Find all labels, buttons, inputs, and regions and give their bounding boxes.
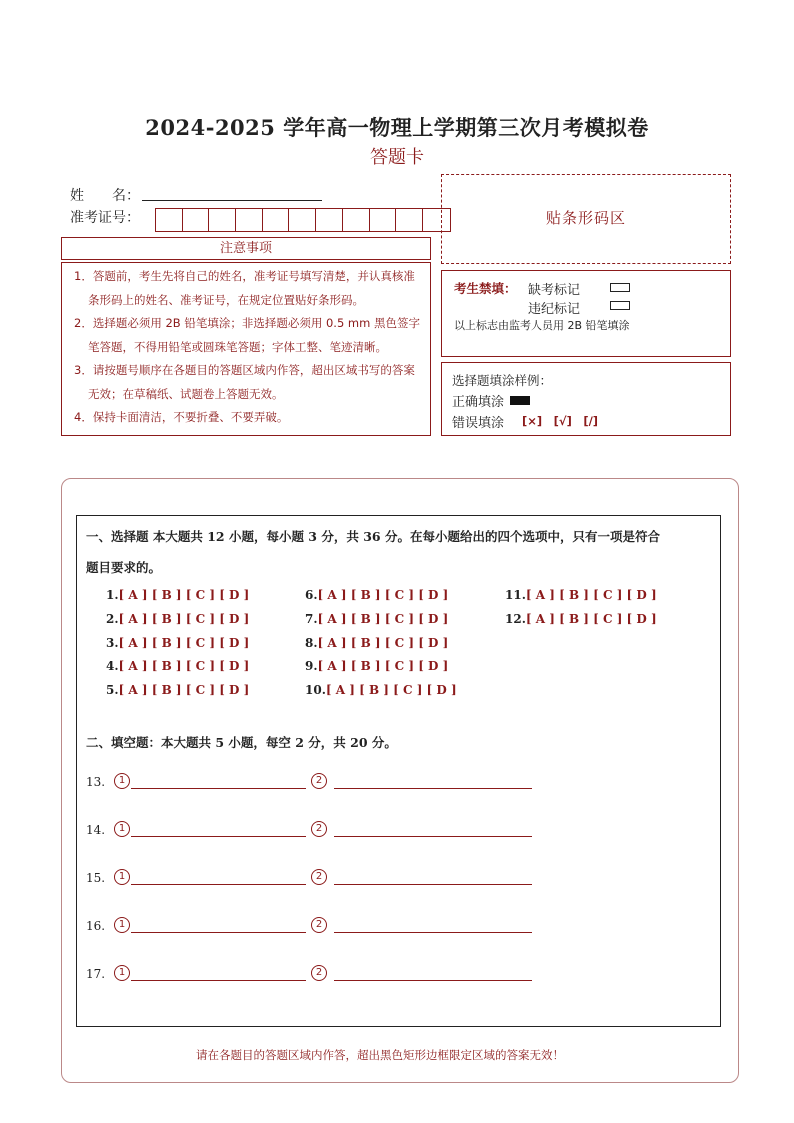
wrong-fill-label: 错误填涂 (452, 416, 505, 431)
blank2-marker: 2 (311, 821, 327, 837)
section1-title: 一、选择题 本大题共 12 小题，每小题 3 分，共 36 分。在每小题给出的四个选项中，只有一项是符合 (86, 529, 660, 544)
blank2-marker: 2 (311, 917, 327, 933)
blank2-marker: 2 (311, 869, 327, 885)
mc-question-11[interactable]: 11.[ A ] [ B ] [ C ] [ D ] (505, 588, 657, 602)
correct-fill-sample (510, 396, 530, 405)
name-label: 姓 名： (70, 188, 140, 204)
id-digit-box[interactable] (289, 209, 316, 231)
blank1-marker: 1 (114, 917, 130, 933)
mc-question-2[interactable]: 2.[ A ] [ B ] [ C ] [ D ] (106, 612, 250, 626)
id-digit-box[interactable] (236, 209, 263, 231)
mc-question-9[interactable]: 9.[ A ] [ B ] [ C ] [ D ] (305, 659, 449, 673)
notice-item-1: 1．答题前，考生先将自己的姓名，准考证号填写清楚，并认真核准条形码上的姓名、准考证号，在规定位置贴好条形码。 (74, 269, 415, 307)
id-digit-box[interactable] (183, 209, 210, 231)
correct-fill-label: 正确填涂 (452, 395, 505, 410)
proctor-label: 考生禁填： (454, 281, 517, 296)
fill-number-15: 15. (86, 871, 106, 885)
fill-number-17: 17. (86, 967, 106, 981)
id-digit-box[interactable] (343, 209, 370, 231)
fill-number-13: 13. (86, 775, 106, 789)
page-title: 2024-2025 学年高一物理上学期第三次月考模拟卷 (145, 115, 649, 140)
fill-14-blank-2[interactable] (334, 836, 532, 837)
notice-box (61, 262, 431, 436)
id-digit-box[interactable] (316, 209, 343, 231)
fill-number-16: 16. (86, 919, 106, 933)
footer-warning: 请在各题目的答题区域内作答，超出黑色矩形边框限定区域的答案无效！ (196, 1048, 564, 1062)
fill-16-blank-2[interactable] (334, 932, 532, 933)
mc-question-1[interactable]: 1.[ A ] [ B ] [ C ] [ D ] (106, 588, 250, 602)
exam-id-label: 准考证号： (70, 210, 140, 226)
id-digit-box[interactable] (209, 209, 236, 231)
fill-14-blank-1[interactable] (131, 836, 306, 837)
blank1-marker: 1 (114, 869, 130, 885)
absent-mark-box[interactable] (610, 283, 630, 292)
fill-number-14: 14. (86, 823, 106, 837)
name-field[interactable] (142, 200, 322, 201)
notice-item-2: 2．选择题必须用 2B 铅笔填涂；非选择题必须用 0.5 mm 黑色签字笔答题，不得用铅笔或圆珠笔答题；字体工整、笔迹清晰。 (74, 316, 420, 354)
mc-question-10[interactable]: 10.[ A ] [ B ] [ C ] [ D ] (305, 683, 457, 697)
mc-question-7[interactable]: 7.[ A ] [ B ] [ C ] [ D ] (305, 612, 449, 626)
violation-mark-label: 违纪标记 (528, 302, 581, 317)
id-digit-box[interactable] (396, 209, 423, 231)
fill-15-blank-2[interactable] (334, 884, 532, 885)
section1-title-cont: 题目要求的。 (86, 560, 162, 575)
mc-question-12[interactable]: 12.[ A ] [ B ] [ C ] [ D ] (505, 612, 657, 626)
blank1-marker: 1 (114, 821, 130, 837)
mc-question-5[interactable]: 5.[ A ] [ B ] [ C ] [ D ] (106, 683, 250, 697)
proctor-box (441, 270, 731, 357)
fill-example-box (441, 362, 731, 436)
proctor-note: 以上标志由监考人员用 2B 铅笔填涂 (454, 319, 630, 332)
section2-title: 二、填空题：本大题共 5 小题，每空 2 分，共 20 分。 (86, 735, 397, 750)
fill-17-blank-2[interactable] (334, 980, 532, 981)
blank1-marker: 1 (114, 773, 130, 789)
example-title: 选择题填涂样例： (452, 373, 553, 388)
exam-id-boxes[interactable] (155, 208, 451, 232)
fill-13-blank-1[interactable] (131, 788, 306, 789)
barcode-area (441, 174, 731, 264)
blank2-marker: 2 (311, 773, 327, 789)
mc-question-3[interactable]: 3.[ A ] [ B ] [ C ] [ D ] (106, 636, 250, 650)
violation-mark-box[interactable] (610, 301, 630, 310)
id-digit-box[interactable] (156, 209, 183, 231)
mc-question-6[interactable]: 6.[ A ] [ B ] [ C ] [ D ] (305, 588, 449, 602)
fill-17-blank-1[interactable] (131, 980, 306, 981)
blank2-marker: 2 (311, 965, 327, 981)
notice-item-4: 4．保持卡面清洁，不要折叠、不要弄破。 (74, 410, 289, 424)
fill-16-blank-1[interactable] (131, 932, 306, 933)
blank1-marker: 1 (114, 965, 130, 981)
notice-title: 注意事项 (219, 241, 272, 256)
wrong-fill-samples: [×] [√] [/] (522, 414, 599, 428)
mc-question-8[interactable]: 8.[ A ] [ B ] [ C ] [ D ] (305, 636, 449, 650)
fill-15-blank-1[interactable] (131, 884, 306, 885)
id-digit-box[interactable] (370, 209, 397, 231)
absent-mark-label: 缺考标记 (528, 283, 581, 298)
mc-question-4[interactable]: 4.[ A ] [ B ] [ C ] [ D ] (106, 659, 250, 673)
notice-header (61, 237, 431, 260)
barcode-label: 贴条形码区 (545, 209, 626, 227)
fill-13-blank-2[interactable] (334, 788, 532, 789)
notice-item-3: 3．请按题号顺序在各题目的答题区域内作答，超出区域书写的答案无效；在草稿纸、试题卷上答题无效。 (74, 363, 415, 401)
page-subtitle: 答题卡 (370, 147, 424, 168)
id-digit-box[interactable] (263, 209, 290, 231)
